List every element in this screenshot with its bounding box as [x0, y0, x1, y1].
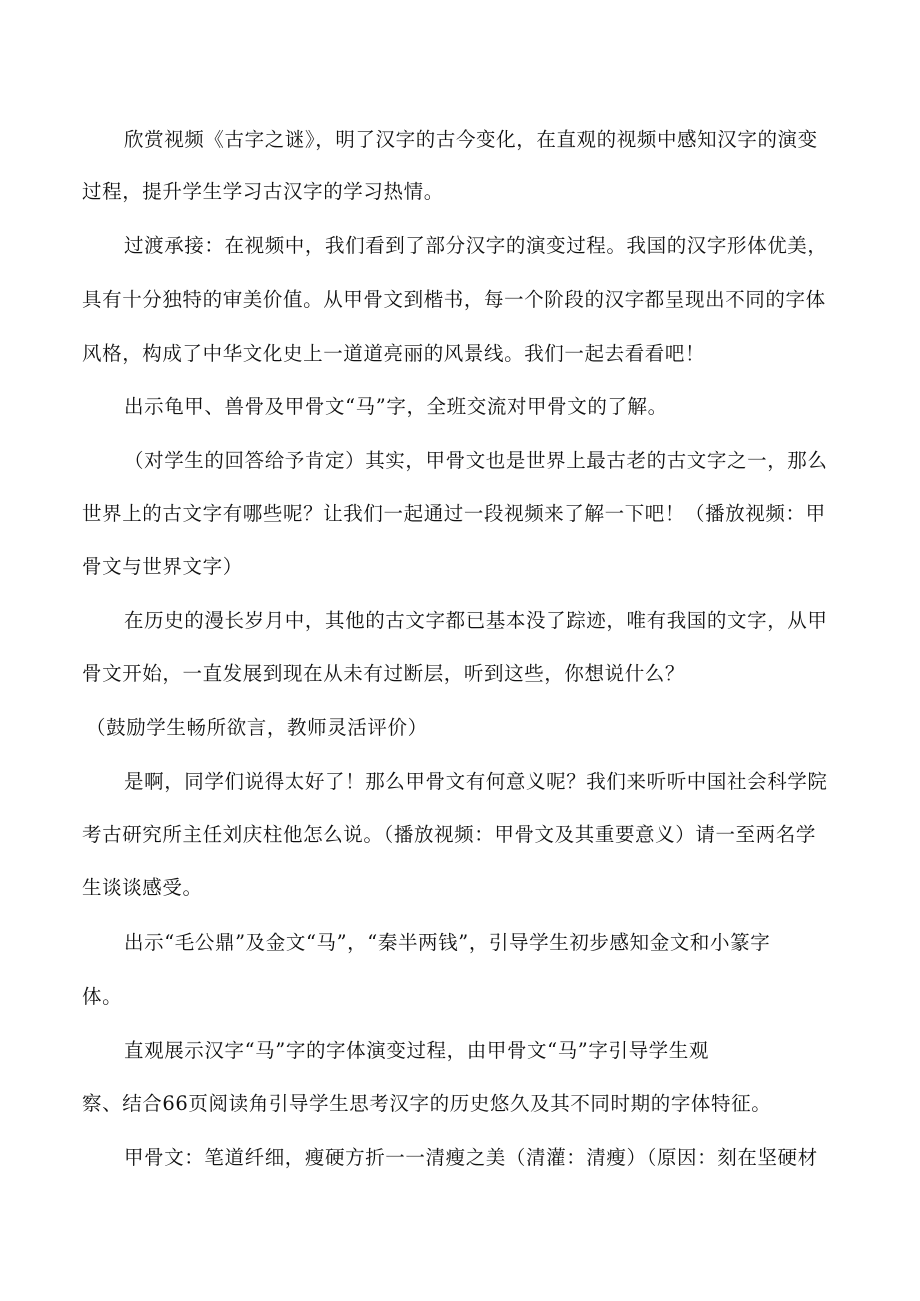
- text-line: 察、结合66页阅读角引导学生思考汉字的历史悠久及其不同时期的字体特征。: [82, 1092, 772, 1115]
- text-line: 过程，提升学生学习古汉字的学习热情。: [82, 180, 444, 203]
- text-line: （对学生的回答给予肯定）其实，甲骨文也是世界上最古老的古文字之一，那么: [124, 449, 828, 472]
- text-line: 生谈谈感受。: [82, 876, 203, 899]
- text-line: 风格，构成了中华文化史上一道道亮丽的风景线。我们一起去看看吧！: [82, 342, 706, 365]
- text-line: 欣赏视频《古字之谜》，明了汉字的古今变化，在直观的视频中感知汉字的演变: [124, 128, 818, 151]
- text-line: 骨文开始，一直发展到现在从未有过断层，听到这些，你想说什么？: [82, 662, 686, 685]
- text-line: 是啊，同学们说得太好了！那么甲骨文有何意义呢？我们来听听中国社会科学院: [124, 770, 828, 793]
- text-line: 骨文与世界文字）: [82, 555, 243, 578]
- text-line: 出示“毛公鼎”及金文“马”，“秦半两钱”，引导学生初步感知金文和小篆字: [124, 931, 771, 954]
- text-line: 考古研究所主任刘庆柱他怎么说。（播放视频：甲骨文及其重要意义）请一至两名学: [82, 823, 816, 846]
- text-line: 具有十分独特的审美价值。从甲骨文到楷书，每一个阶段的汉字都呈现出不同的字体: [82, 288, 826, 311]
- text-line: 直观展示汉字“马”字的字体演变过程，由甲骨文“马”字引导学生观: [124, 1039, 709, 1062]
- text-line: 体。: [82, 985, 123, 1008]
- text-line: （鼓励学生畅所欲言，教师灵活评价）: [86, 716, 428, 739]
- text-line: 过渡承接：在视频中，我们看到了部分汉字的演变过程。我国的汉字形体优美，: [124, 234, 828, 257]
- text-line: 世界上的古文字有哪些呢？让我们一起通过一段视频来了解一下吧！（播放视频：甲: [82, 502, 826, 525]
- text-line: 在历史的漫长岁月中，其他的古文字都已基本没了踪迹，唯有我国的文字，从甲: [124, 609, 828, 632]
- text-line: 甲骨文：笔道纤细，瘦硬方折一一清瘦之美（清灌：清瘦）（原因：刻在坚硬材: [124, 1146, 818, 1169]
- text-line: 出示龟甲、兽骨及甲骨文“马”字，全班交流对甲骨文的了解。: [124, 395, 668, 418]
